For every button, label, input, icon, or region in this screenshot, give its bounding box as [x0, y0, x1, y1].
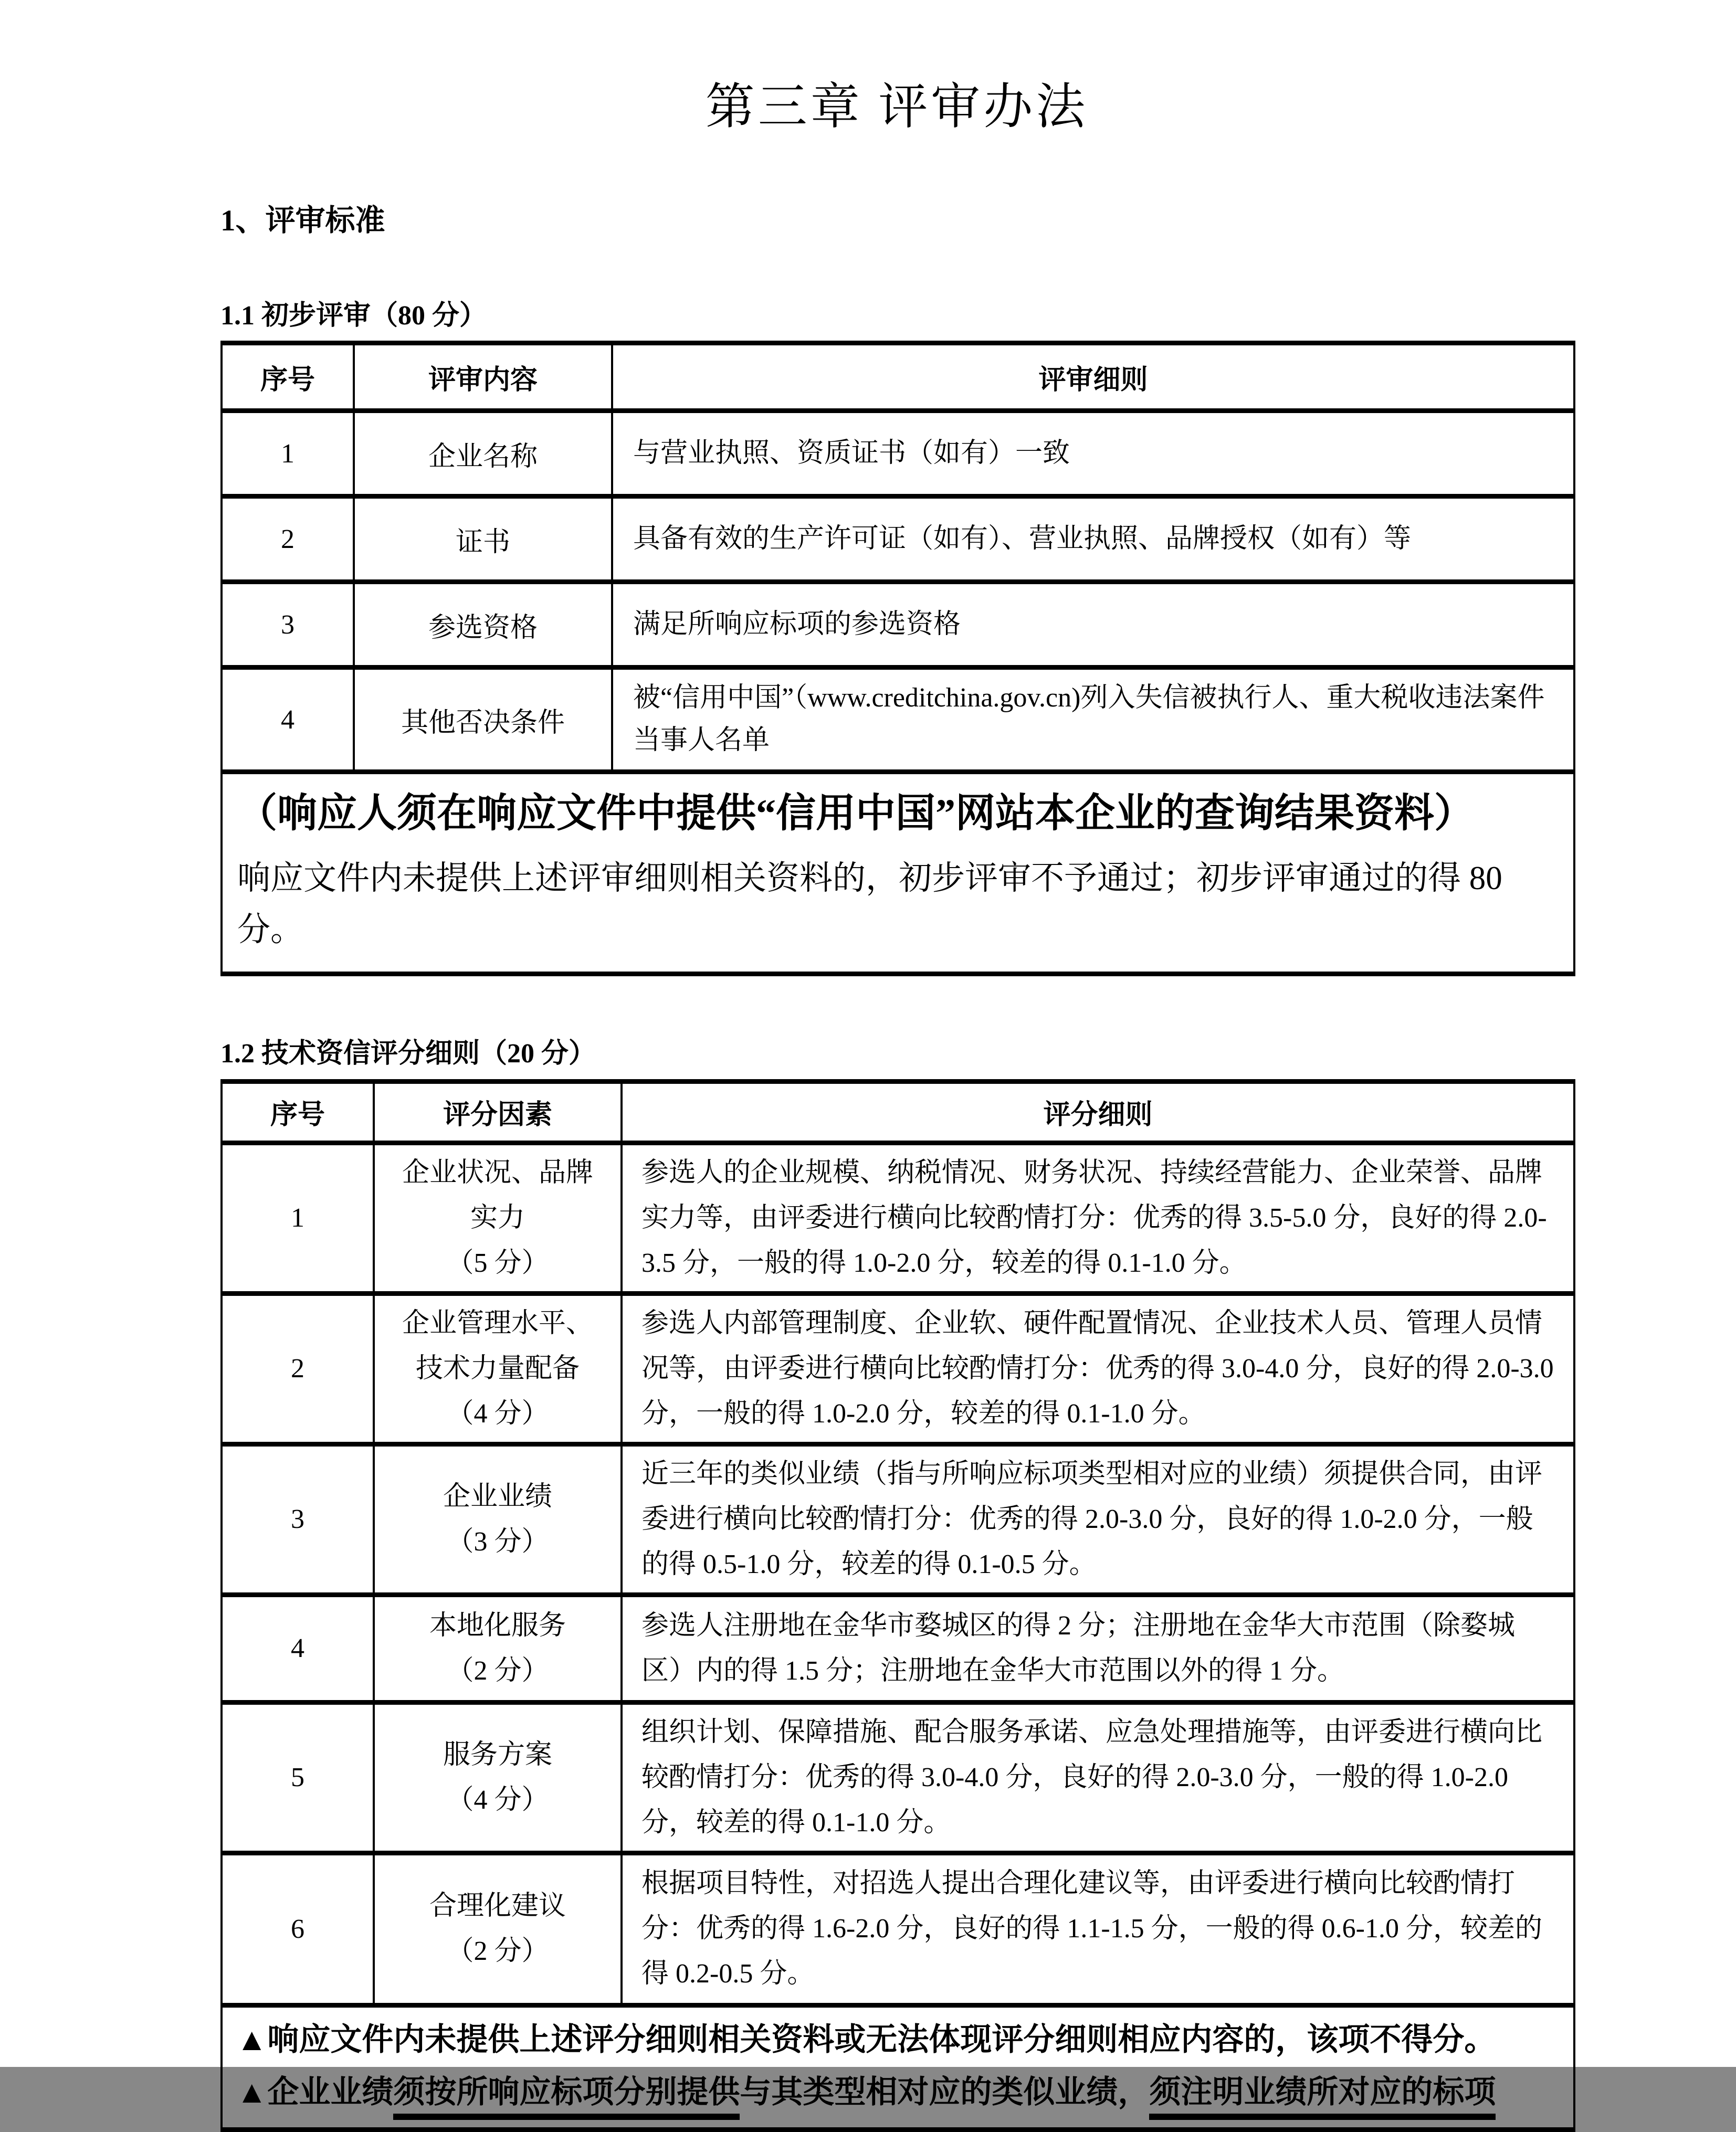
- row-number: 4: [222, 668, 354, 772]
- page-content: [220, 0, 1573, 2132]
- table-row: [222, 668, 1574, 772]
- factor-line: 实力: [470, 1202, 525, 1233]
- scoring-factor-cell: [374, 1293, 622, 1444]
- row-number: 3: [222, 582, 354, 668]
- factor-line: 企业管理水平、: [402, 1308, 593, 1338]
- preliminary-review-pass-note: 响应文件内未提供上述评审细则相关资料的，初步评审不予通过；初步评审通过的得 80 分。: [237, 860, 1502, 948]
- scoring-factor-cell: [374, 1444, 622, 1595]
- factor-line: 技术力量配备: [415, 1353, 580, 1384]
- review-content-cell: 参选资格: [354, 582, 612, 668]
- table-header-row: [222, 343, 1574, 411]
- note-underlined-text: 须注明业绩所对应的标项: [1149, 2075, 1496, 2120]
- row-number: 1: [222, 1143, 374, 1293]
- note-underlined-text: 须按所响应标项分别提供: [393, 2075, 740, 2120]
- factor-line: 服务方案: [443, 1739, 552, 1770]
- factor-line: 合理化建议: [429, 1891, 566, 1921]
- section-heading-review-criteria: 1、评审标准: [220, 204, 385, 238]
- note-text: ▲响应文件内未提供上述评分细则相关资料或无法体现评分细则相应内容的，该项不得分。: [236, 2022, 1496, 2057]
- scoring-note: [236, 2068, 1560, 2116]
- credit-china-requirement-note: （响应人须在响应文件中提供“信用中国”网站本企业的查询结果资料）: [237, 791, 1474, 836]
- scoring-detail-cell: 参选人内部管理制度、企业软、硬件配置情况、企业技术人员、管理人员情况等，由评委进行横向比较酌情打分：优秀的得 3.0-4.0 分，良好的得 2.0-3.0 分，一般的得 1.0-2.0 分，较差的得 0.1-1.0 分。: [622, 1293, 1574, 1444]
- scoring-detail-cell: 参选人的企业规模、纳税情况、财务状况、持续经营能力、企业荣誉、品牌实力等，由评委进行横向比较酌情打分：优秀的得 3.5-5.0 分，良好的得 2.0-3.5 分，一般的得 1.0-2.0 分，较差的得 0.1-1.0 分。: [622, 1143, 1574, 1293]
- note-text: ▲企业业绩: [236, 2074, 394, 2109]
- table-row: [222, 1853, 1574, 2005]
- table-row: [222, 497, 1574, 582]
- table-row: [222, 1444, 1574, 1595]
- table-row: [222, 411, 1574, 497]
- table1-footer-row: [222, 772, 1574, 974]
- table-row: [222, 582, 1574, 668]
- factor-line: 本地化服务: [429, 1610, 566, 1641]
- column-header-review-detail: 评审细则: [612, 343, 1574, 411]
- review-content-cell: 证书: [354, 497, 612, 582]
- note-text: 与其类型相对应的类似业绩，: [740, 2074, 1150, 2109]
- row-number: 2: [222, 497, 354, 582]
- scoring-detail-cell: 组织计划、保障措施、配合服务承诺、应急处理措施等，由评委进行横向比较酌情打分：优秀的得 3.0-4.0 分，良好的得 2.0-3.0 分，一般的得 1.0-2.0 分，较差的得 0.1-1.0 分。: [622, 1702, 1574, 1853]
- section-heading-technical-credit-scoring: 1.2 技术资信评分细则（20 分）: [220, 1038, 596, 1069]
- review-detail-cell: 满足所响应标项的参选资格: [612, 582, 1574, 668]
- scoring-detail-cell: 近三年的类似业绩（指与所响应标项类型相对应的业绩）须提供合同，由评委进行横向比较酌情打分：优秀的得 2.0-3.0 分，良好的得 1.0-2.0 分，一般的得 0.5-1.0 分，较差的得 0.1-0.5 分。: [622, 1444, 1574, 1595]
- factor-line: （4 分）: [446, 1398, 549, 1429]
- preliminary-review-table: [220, 341, 1575, 976]
- column-header-no: 序号: [222, 1081, 374, 1143]
- scoring-factor-cell: [374, 1143, 622, 1293]
- review-detail-cell: 具备有效的生产许可证（如有）、营业执照、品牌授权（如有）等: [612, 497, 1574, 582]
- table1-footer-cell: [222, 772, 1574, 974]
- column-header-scoring-detail: 评分细则: [622, 1081, 1574, 1143]
- column-header-scoring-factor: 评分因素: [374, 1081, 622, 1143]
- table-row: [222, 1293, 1574, 1444]
- row-number: 6: [222, 1853, 374, 2005]
- row-number: 4: [222, 1595, 374, 1702]
- page-title: 第三章 评审办法: [705, 80, 1089, 134]
- row-number: 2: [222, 1293, 374, 1444]
- column-header-review-content: 评审内容: [354, 343, 612, 411]
- section-heading-preliminary-review: 1.1 初步评审（80 分）: [220, 300, 487, 331]
- row-number: 5: [222, 1702, 374, 1853]
- table-header-row: [222, 1081, 1574, 1143]
- table-row: [222, 1595, 1574, 1702]
- row-number: 1: [222, 411, 354, 497]
- review-detail-cell: 被“信用中国”（www.creditchina.gov.cn)列入失信被执行人、重大税收违法案件当事人名单: [612, 668, 1574, 772]
- table-row: [222, 1702, 1574, 1853]
- table2-footer-row: [222, 2005, 1574, 2129]
- factor-line: 企业业绩: [443, 1481, 552, 1512]
- technical-credit-scoring-table: [220, 1079, 1575, 2132]
- table-row: [222, 1143, 1574, 1293]
- factor-line: （5 分）: [446, 1248, 549, 1278]
- scoring-detail-cell: 根据项目特性，对招选人提出合理化建议等，由评委进行横向比较酌情打分：优秀的得 1.6-2.0 分，良好的得 1.1-1.5 分，一般的得 0.6-1.0 分，较差的得 0.2-0.5 分。: [622, 1853, 1574, 2005]
- factor-line: （2 分）: [446, 1936, 549, 1966]
- factor-line: （2 分）: [446, 1655, 549, 1686]
- review-content-cell: 其他否决条件: [354, 668, 612, 772]
- scoring-note: [236, 2016, 1560, 2063]
- review-detail-cell: 与营业执照、资质证书（如有）一致: [612, 411, 1574, 497]
- table2-notes-cell: [222, 2005, 1574, 2129]
- factor-line: （4 分）: [446, 1785, 549, 1815]
- scoring-factor-cell: [374, 1853, 622, 2005]
- factor-line: （3 分）: [446, 1526, 549, 1557]
- scoring-detail-cell: 参选人注册地在金华市婺城区的得 2 分；注册地在金华大市范围（除婺城区）内的得 1.5 分；注册地在金华大市范围以外的得 1 分。: [622, 1595, 1574, 1702]
- factor-line: 企业状况、品牌: [402, 1157, 593, 1188]
- scoring-factor-cell: [374, 1595, 622, 1702]
- column-header-no: 序号: [222, 343, 354, 411]
- review-content-cell: 企业名称: [354, 411, 612, 497]
- scoring-factor-cell: [374, 1702, 622, 1853]
- row-number: 3: [222, 1444, 374, 1595]
